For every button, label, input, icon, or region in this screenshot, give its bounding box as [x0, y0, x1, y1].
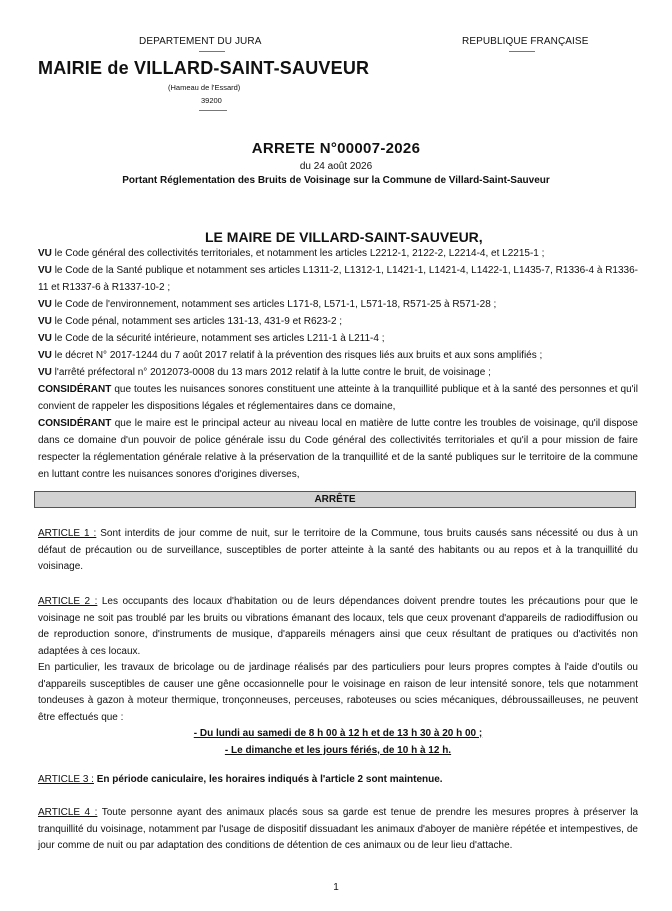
- republic-separator: [509, 51, 535, 52]
- preamble-item: VU le Code pénal, notamment ses articles 131-13, 431-9 et R623-2 ;: [38, 316, 343, 327]
- address-separator: [199, 110, 227, 111]
- article-2-text-2: En particulier, les travaux de bricolage ou de jardinage réalisés par des particuliers pour leurs propres comptes à l'aide d'outils ou d'appareils susceptibles de causer une gêne occasionnelle pour le voisinage en raison de leur intensité sonore, tels que notamment tondeuses à gazon à moteur thermique, tronçonneuses, perceuses, raboteuses ou scies mécaniques, débroussailleuses, ne peuvent être effectués que :: [38, 662, 638, 723]
- arrete-number: ARRETE N°00007-2026: [251, 140, 421, 157]
- article-4-text: Toute personne ayant des animaux placés sous sa garde est tenue de prendre les mesures propres à préserver la tranquillité du voisinage, notamment par l'usage de dispositif dissuadant les animaux d'aboyer de manière répétée et intempestives, de jour comme de nuit ou par adaptation des conditions de détention de ces animaux ou de leur lieu d'attache.: [38, 807, 639, 851]
- department-separator: [199, 51, 225, 52]
- preamble-list: [38, 245, 638, 483]
- article-1-text: Sont interdits de jour comme de nuit, sur le territoire de la Commune, tous bruits causés sans nécessité ou dus à un défaut de précaution ou de surveillance, susceptibles de porter atteinte à la santé des habitants ou au repos et à la tranquillité du voisinage.: [38, 528, 638, 572]
- preamble-item: VU le décret N° 2017-1244 du 7 août 2017 relatif à la prévention des risques liés aux bruits et aux sons amplifiés ;: [38, 350, 543, 361]
- republic-label: REPUBLIQUE FRANÇAISE: [462, 36, 589, 47]
- article-2-hours-weekdays: - Du lundi au samedi de 8 h 00 à 12 h et de 13 h 30 à 20 h 00 ;: [193, 728, 483, 739]
- article-2: [38, 594, 638, 759]
- article-2-label: ARTICLE 2 :: [38, 596, 98, 607]
- preamble-item: VU le Code général des collectivités territoriales, et notamment les articles L2212-1, 2122-2, L2214-4, et L2215-1 ;: [38, 248, 545, 259]
- article-4: [38, 805, 638, 855]
- page-number: 1: [333, 882, 339, 893]
- preamble-item: CONSIDÉRANT que toutes les nuisances sonores constituent une atteinte à la tranquillité publique et à la santé des personnes et qu'il convient de rappeler les dispositions légales et réglementaires dans ce domaine,: [38, 384, 638, 412]
- hameau-label: (Hameau de l'Essard): [168, 83, 241, 92]
- maire-heading: LE MAIRE DE VILLARD-SAINT-SAUVEUR,: [205, 229, 483, 245]
- article-4-label: ARTICLE 4 :: [38, 807, 98, 818]
- arrete-banner: ARRÊTE: [34, 491, 636, 508]
- article-2-text: Les occupants des locaux d'habitation ou de leurs dépendances doivent prendre toutes les précautions pour que le voisinage ne soit pas troublé par les bruits ou vibrations émanant des locaux, tels que ceux provenant d'appareils de radiodiffusion ou de reproduction sonore, d'instruments de musique, d'appareils ménagers ainsi que ceux résultant de pratiques ou d'activités non adaptées à ces locaux.: [38, 596, 638, 657]
- arrete-subject: Portant Réglementation des Bruits de Voisinage sur la Commune de Villard-Saint-Sauveur: [122, 175, 550, 186]
- article-2-hours-sunday: - Le dimanche et les jours fériés, de 10 h à 12 h.: [224, 744, 452, 756]
- preamble-item: VU le Code de la sécurité intérieure, notamment ses articles L211-1 à L211-4 ;: [38, 333, 385, 344]
- article-1-label: ARTICLE 1 :: [38, 528, 97, 539]
- department-label: DEPARTEMENT DU JURA: [139, 36, 262, 47]
- preamble-item: VU le Code de la Santé publique et notamment ses articles L1311-2, L1312-1, L1421-1, L1421-4, L1422-1, L1435-7, R1336-4 à R1336-11 et R1337-6 à R1337-10-2 ;: [38, 265, 638, 293]
- article-1: [38, 526, 638, 576]
- arrete-date: du 24 août 2026: [299, 161, 373, 172]
- article-3-text: En période caniculaire, les horaires indiqués à l'article 2 sont maintenue.: [93, 774, 443, 785]
- preamble-item: CONSIDÉRANT que le maire est le principal acteur au niveau local en matière de lutte contre les troubles de voisinage, qu'il dispose dans ce domaine d'un pouvoir de police générale issu du Code général des collectivités territoriales et qu'il a pour mission de faire respecter la réglementation générale relative à la préservation de la tranquillité et de la santé publiques sur le territoire de la commune en luttant contre les nuisances sonores d'origines diverses,: [38, 418, 638, 480]
- preamble-item: VU l'arrêté préfectoral n° 2012073-0008 du 13 mars 2012 relatif à la lutte contre le bruit, de voisinage ;: [38, 367, 491, 378]
- article-3-label: ARTICLE 3 :: [38, 774, 94, 785]
- preamble-item: VU le Code de l'environnement, notamment ses articles L171-8, L571-1, L571-18, R571-25 à R571-28 ;: [38, 299, 497, 310]
- article-3: [38, 772, 638, 789]
- mairie-heading: MAIRIE de VILLARD-SAINT-SAUVEUR: [38, 58, 370, 78]
- postal-code: 39200: [201, 96, 222, 105]
